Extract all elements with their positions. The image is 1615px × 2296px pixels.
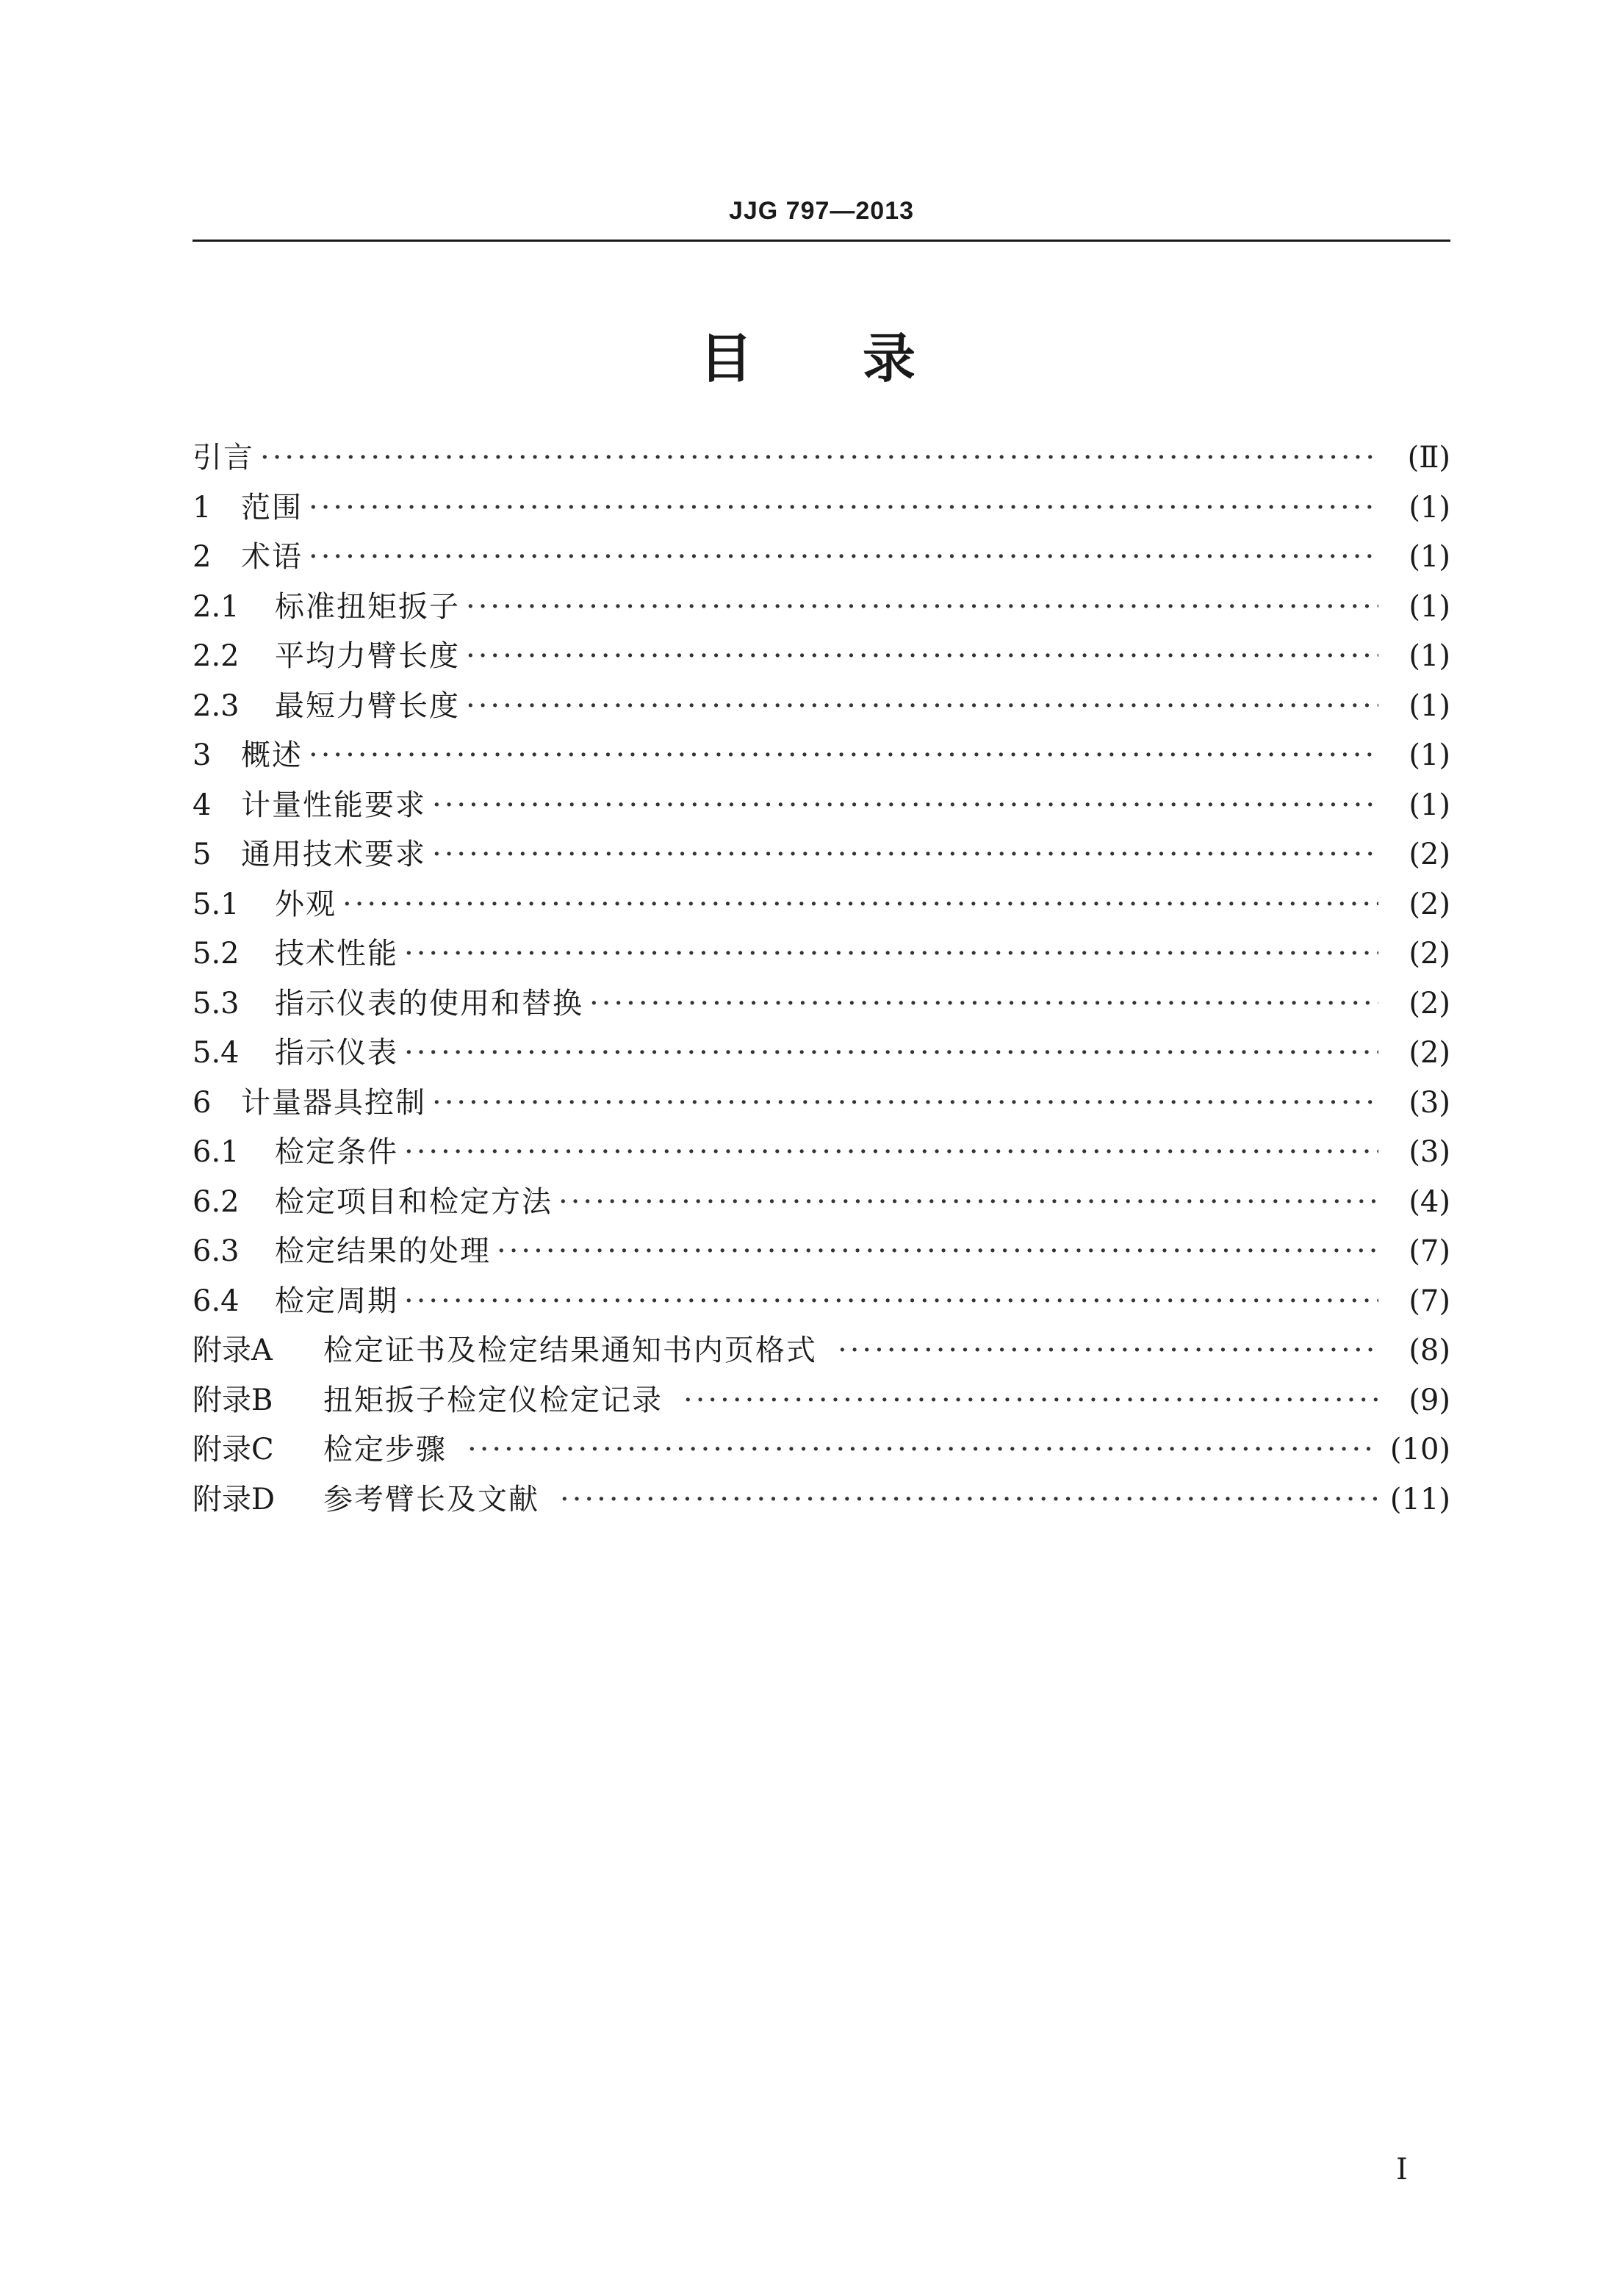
toc-entry-page: (1) <box>1409 540 1450 574</box>
toc-entry[interactable] <box>193 929 1450 979</box>
page-number: I <box>1396 2153 1408 2187</box>
toc-entry-number: 5.4 <box>193 1036 240 1070</box>
toc-entry-number: 5.2 <box>193 937 240 971</box>
toc-entry-page: (2) <box>1409 986 1450 1021</box>
toc-entry-page: (2) <box>1409 937 1450 971</box>
toc-entry-page: (1) <box>1409 788 1450 822</box>
toc-entry-label: 指示仪表 <box>275 1036 398 1070</box>
toc-entry-number: 2.2 <box>193 639 240 673</box>
toc-entry-number: 附录C <box>193 1433 274 1467</box>
toc-leader-dots <box>404 1128 1378 1178</box>
toc-entry[interactable] <box>193 830 1450 880</box>
document-code-header: JJG 797—2013 <box>728 197 915 225</box>
toc-leader-dots <box>260 433 1378 483</box>
toc-leader-dots <box>466 682 1378 732</box>
toc-leader-dots <box>404 1277 1378 1327</box>
table-of-contents <box>193 433 1450 1525</box>
toc-entry-number: 附录A <box>193 1334 273 1367</box>
toc-entry-number: 5.1 <box>193 887 240 921</box>
toc-entry-number: 6 <box>193 1085 212 1120</box>
toc-leader-dots <box>560 1475 1378 1525</box>
toc-entry-page: (3) <box>1409 1135 1450 1169</box>
toc-entry-label: 检定步骤 <box>323 1433 447 1467</box>
toc-entry-page: (7) <box>1409 1234 1450 1268</box>
toc-entry-page: (2) <box>1409 887 1450 921</box>
toc-entry[interactable] <box>193 1029 1450 1079</box>
toc-entry-label: 计量性能要求 <box>241 788 426 822</box>
toc-entry-label: 计量器具控制 <box>241 1085 426 1120</box>
toc-entry-label: 外观 <box>275 887 337 921</box>
toc-entry-page: (1) <box>1409 589 1450 624</box>
toc-entry-label: 检定项目和检定方法 <box>275 1184 553 1219</box>
toc-leader-dots <box>309 533 1378 583</box>
toc-leader-dots <box>309 483 1378 533</box>
toc-entry[interactable] <box>193 632 1450 682</box>
toc-leader-dots <box>683 1376 1378 1426</box>
toc-leader-dots <box>404 929 1378 979</box>
toc-leader-dots <box>497 1227 1378 1277</box>
toc-entry-appendix[interactable] <box>193 1326 1450 1376</box>
toc-entry-number: 5 <box>193 838 212 871</box>
toc-leader-dots <box>432 781 1378 831</box>
toc-entry-number: 2 <box>193 540 212 574</box>
toc-entry-label: 平均力臂长度 <box>275 639 460 673</box>
toc-entry[interactable] <box>193 583 1450 633</box>
toc-entry-number: 1 <box>193 490 212 525</box>
toc-entry[interactable] <box>193 483 1450 533</box>
toc-leader-dots <box>404 1029 1378 1079</box>
toc-leader-dots <box>466 632 1378 682</box>
toc-entry-label: 技术性能 <box>275 937 398 971</box>
toc-entry-page: (7) <box>1409 1284 1450 1318</box>
toc-entry[interactable] <box>193 1079 1450 1129</box>
toc-entry[interactable] <box>193 880 1450 930</box>
toc-entry-number: 6.1 <box>193 1135 240 1169</box>
toc-entry-label: 参考臂长及文献 <box>323 1482 539 1516</box>
toc-entry-label: 术语 <box>241 540 303 574</box>
toc-entry-number: 6.2 <box>193 1184 240 1219</box>
toc-entry-page: (1) <box>1409 738 1450 772</box>
toc-entry-page: (3) <box>1409 1085 1450 1120</box>
toc-entry[interactable] <box>193 1227 1450 1277</box>
toc-entry-label: 最短力臂长度 <box>275 688 460 723</box>
toc-entry-page: (Ⅱ) <box>1407 441 1450 475</box>
toc-entry-page: (2) <box>1409 838 1450 871</box>
toc-entry-label: 范围 <box>241 490 303 525</box>
toc-entry-appendix[interactable] <box>193 1475 1450 1525</box>
toc-leader-dots <box>466 583 1378 633</box>
toc-entry-appendix[interactable] <box>193 1376 1450 1426</box>
toc-entry-number: 6.3 <box>193 1234 240 1268</box>
toc-leader-dots <box>558 1178 1378 1228</box>
toc-entry[interactable] <box>193 781 1450 831</box>
toc-entry-number: 5.3 <box>193 986 240 1021</box>
page-title: 目录 <box>699 328 1026 389</box>
toc-entry-label: 通用技术要求 <box>241 838 426 871</box>
toc-entry-number: 附录D <box>193 1482 276 1516</box>
toc-entry-label: 引言 <box>193 441 254 475</box>
toc-entry-page: (1) <box>1409 639 1450 673</box>
toc-entry-number: 6.4 <box>193 1284 240 1318</box>
toc-entry-label: 标准扭矩扳子 <box>275 589 460 624</box>
toc-entry[interactable] <box>193 682 1450 732</box>
toc-entry[interactable] <box>193 731 1450 781</box>
toc-leader-dots <box>589 979 1378 1029</box>
toc-entry-page: (11) <box>1389 1482 1450 1516</box>
toc-entry-page: (10) <box>1389 1433 1450 1467</box>
header-rule <box>193 240 1450 242</box>
toc-entry-label: 检定结果的处理 <box>275 1234 491 1268</box>
toc-entry-page: (1) <box>1409 688 1450 723</box>
toc-entry-number: 2.3 <box>193 688 240 723</box>
toc-leader-dots <box>309 731 1378 781</box>
toc-leader-dots <box>838 1326 1378 1376</box>
toc-entry-label: 检定证书及检定结果通知书内页格式 <box>323 1334 817 1367</box>
toc-entry-appendix[interactable] <box>193 1425 1450 1475</box>
toc-entry[interactable] <box>193 433 1450 483</box>
toc-entry-number: 附录B <box>193 1383 273 1417</box>
toc-entry-number: 4 <box>193 788 212 822</box>
toc-entry[interactable] <box>193 1128 1450 1178</box>
toc-entry[interactable] <box>193 533 1450 583</box>
toc-entry-number: 3 <box>193 738 212 772</box>
toc-entry-page: (4) <box>1409 1184 1450 1219</box>
toc-entry-page: (1) <box>1409 490 1450 525</box>
toc-leader-dots <box>432 1079 1378 1129</box>
toc-entry-label: 指示仪表的使用和替换 <box>275 986 583 1021</box>
toc-entry-page: (8) <box>1409 1334 1450 1367</box>
toc-entry-label: 检定条件 <box>275 1135 398 1169</box>
toc-entry-page: (2) <box>1409 1036 1450 1070</box>
toc-leader-dots <box>432 830 1378 880</box>
toc-entry[interactable] <box>193 1178 1450 1228</box>
toc-entry-label: 概述 <box>241 738 303 772</box>
toc-entry-page: (9) <box>1409 1383 1450 1417</box>
toc-entry[interactable] <box>193 1277 1450 1327</box>
toc-entry-number: 2.1 <box>193 589 240 624</box>
toc-leader-dots <box>467 1425 1378 1475</box>
toc-entry[interactable] <box>193 979 1450 1029</box>
toc-leader-dots <box>342 880 1378 930</box>
toc-entry-label: 检定周期 <box>275 1284 398 1318</box>
toc-entry-label: 扭矩扳子检定仪检定记录 <box>323 1383 663 1417</box>
